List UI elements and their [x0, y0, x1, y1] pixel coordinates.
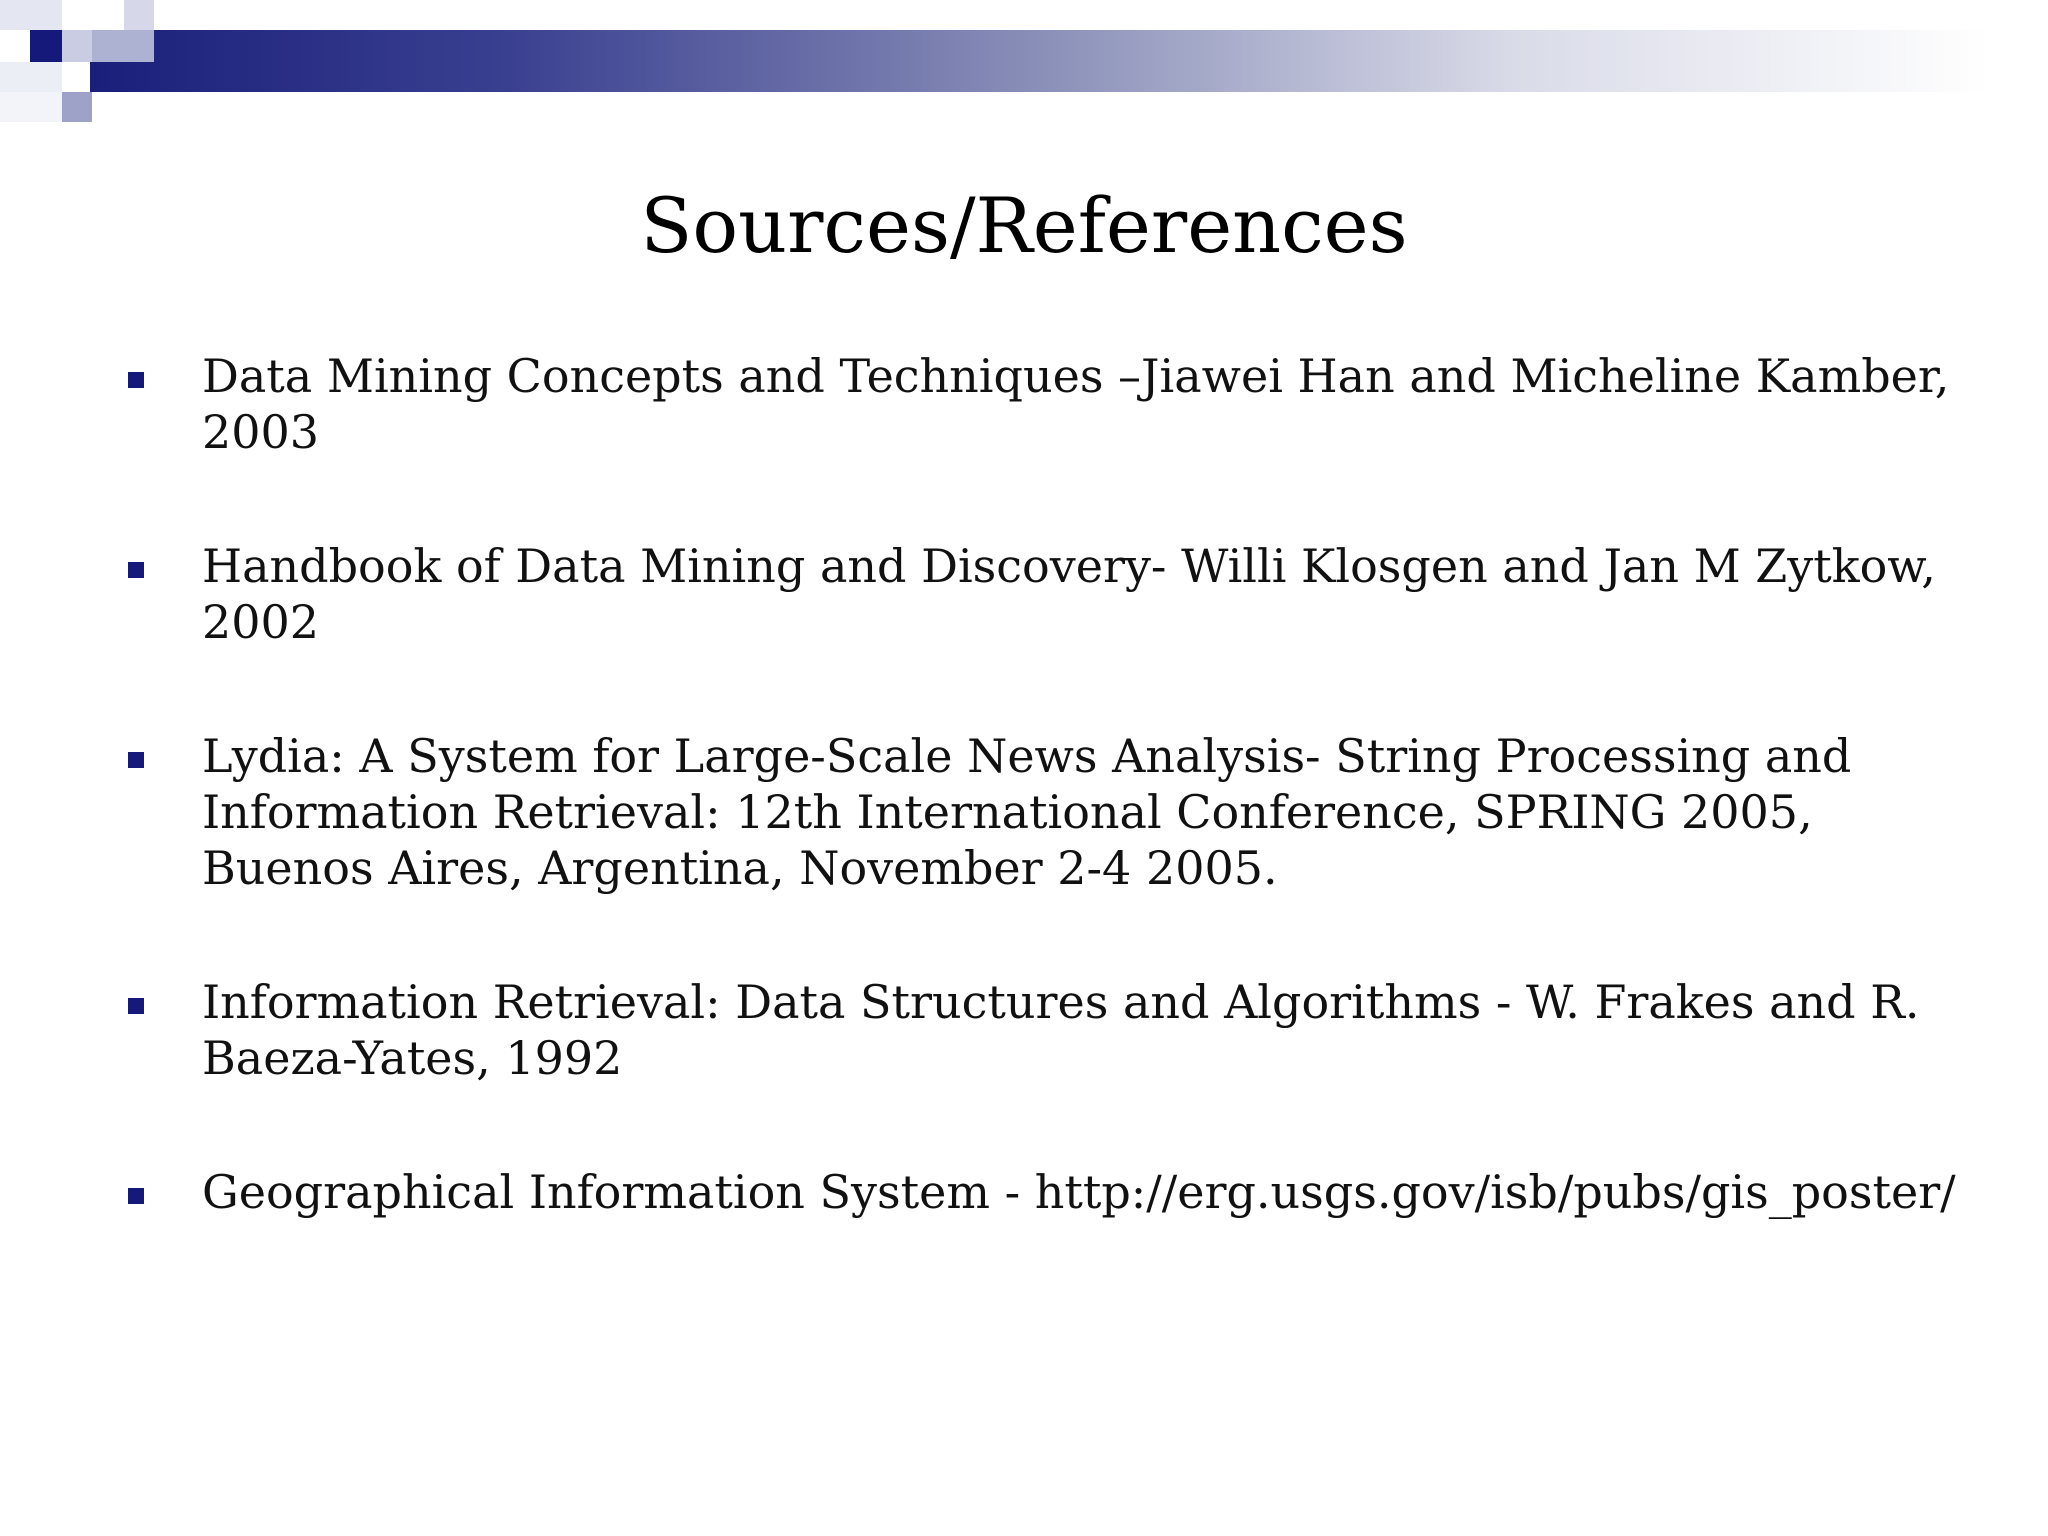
square-bullet-icon: [128, 1188, 144, 1204]
reference-text: Handbook of Data Mining and Discovery- Willi Klosgen and Jan M Zytkow, 2002: [202, 539, 1936, 649]
reference-item: [120, 1164, 1980, 1220]
square-bullet-icon: [128, 372, 144, 388]
decor-square: [124, 0, 154, 30]
reference-text: Lydia: A System for Large-Scale News Analysis- String Processing and Information Retrieval: 12th International Conference, SPRING 2005, Buenos Aires, Argentina, November 2-4 2005.: [202, 729, 1852, 895]
decor-square: [0, 92, 62, 122]
decor-square: [92, 30, 154, 62]
decor-square: [62, 30, 92, 62]
reference-text: Information Retrieval: Data Structures and Algorithms - W. Frakes and R. Baeza-Yates, 1992: [202, 975, 1920, 1085]
square-bullet-icon: [128, 752, 144, 768]
reference-text: Geographical Information System - http://erg.usgs.gov/isb/pubs/gis_poster/: [202, 1165, 1956, 1219]
reference-item: [120, 728, 1980, 896]
reference-item: [120, 974, 1980, 1086]
slide-title: Sources/References: [640, 181, 1408, 270]
decor-square: [0, 0, 62, 30]
reference-item: [120, 348, 1980, 460]
decor-square: [62, 92, 92, 122]
references-list: [120, 348, 1980, 1298]
header-gradient-band: [90, 30, 1990, 92]
reference-item: [120, 538, 1980, 650]
decor-square: [30, 30, 62, 62]
square-bullet-icon: [128, 562, 144, 578]
square-bullet-icon: [128, 998, 144, 1014]
decor-square: [0, 62, 62, 92]
reference-text: Data Mining Concepts and Techniques –Jiawei Han and Micheline Kamber, 2003: [202, 349, 1950, 459]
